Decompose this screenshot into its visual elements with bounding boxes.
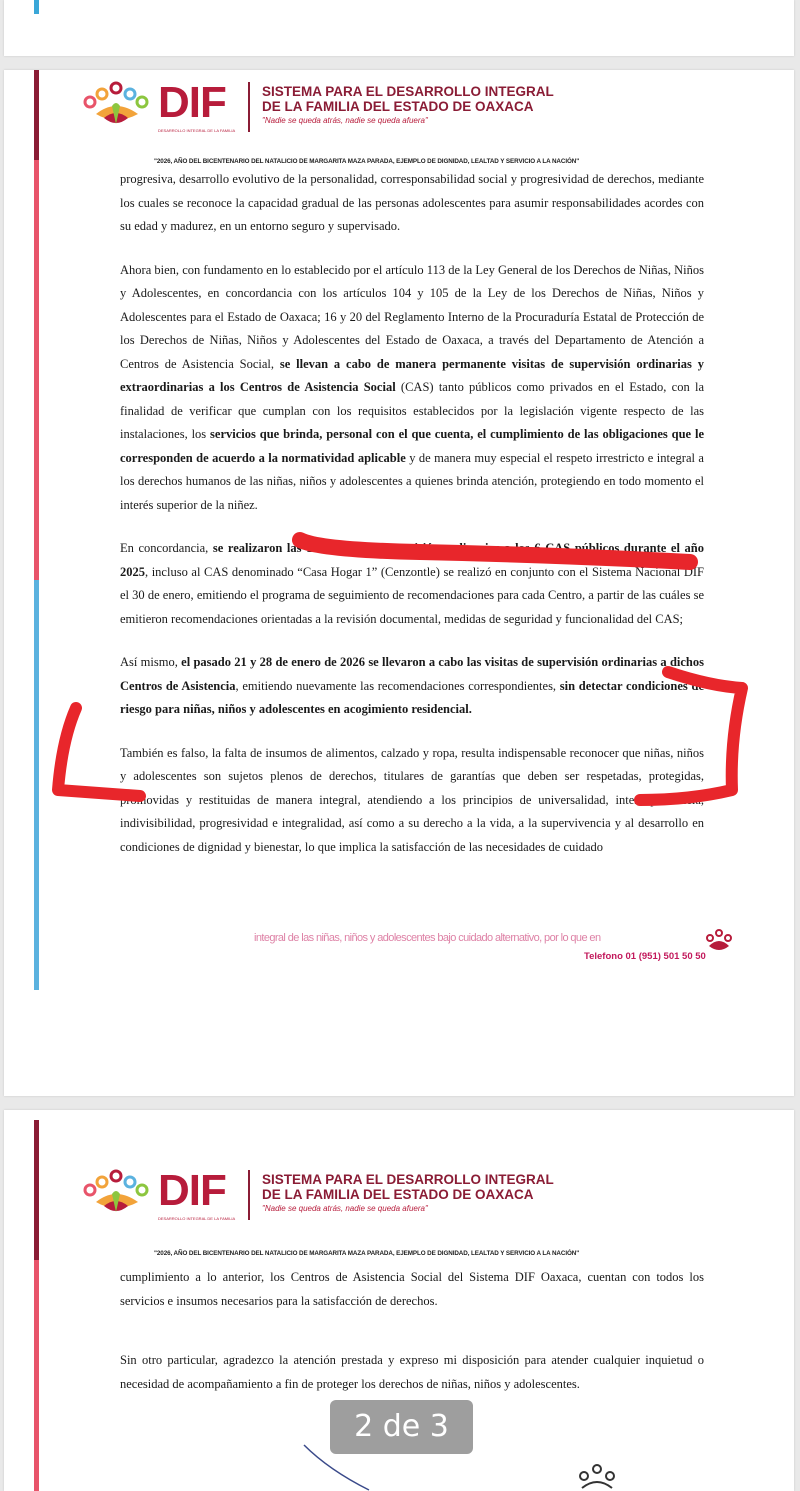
footer-phone: Telefono 01 (951) 501 50 50 [584,951,706,962]
paragraph: progresiva, desarrollo evolutivo de la personalidad, corresponsabilidad social y progresividad de derechos, mediante los cuales se reconoce la capacidad gradual de las personas adolescentes para asumir responsabilidades acordes con su edad y madurez, en un entorno seguro y supervisado. [120,172,704,233]
side-stripe [34,0,39,14]
dif-logo-subtext: DESARROLLO INTEGRAL DE LA FAMILIA [158,1216,236,1221]
letterhead [82,78,602,138]
document-page-1 [4,70,794,1096]
side-stripe-pink [34,160,39,580]
org-name-line1: SISTEMA PARA EL DESARROLLO INTEGRAL [262,84,554,99]
header-divider [248,1170,250,1220]
org-name [262,84,554,114]
dif-flower-logo-icon [82,80,154,132]
side-stripe-maroon [34,70,39,160]
dif-logo-text: DIF [158,1166,226,1215]
dif-logo-text: DIF [158,78,226,127]
paragraph: En concordancia, se realizaron las 12 visitas de supervisión ordinarias a los 6 CAS públicos durante el año 2025, incluso al CAS denominado “Casa Hogar 1” (Cenzontle) se realizó en conjunto con el Sistema Nacional DIF el 30 de enero, emitiendo el programa de seguimiento de recomendaciones para cada Centro, a partir de las cuáles se emitieron recomendaciones orientadas a la revisión documental, medidas de seguridad y funcionalidad del CAS; [120,541,705,626]
year-motto: "2026, AÑO DEL BICENTENARIO DEL NATALICIO DE MARGARITA MAZA PARADA, EJEMPLO DE DIGNIDAD, LEALTAD Y SERVICIO A LA NACIÓN" [154,1250,580,1257]
org-name-line2: DE LA FAMILIA DEL ESTADO DE OAXACA [262,1187,534,1202]
paragraph: Sin otro particular, agradezco la atención prestada y expreso mi disposición para atender cualquier inquietud o necesidad de acompañamiento a fin de proteger los derechos de niñas, niños y adolescentes. [120,1353,704,1391]
org-slogan: "Nadie se queda atrás, nadie se queda afuera" [262,1204,428,1213]
year-motto: "2026, AÑO DEL BICENTENARIO DEL NATALICIO DE MARGARITA MAZA PARADA, EJEMPLO DE DIGNIDAD, LEALTAD Y SERVICIO A LA NACIÓN" [154,158,580,165]
page-indicator: 2 de 3 [330,1400,473,1454]
body-text-page-1 [120,168,704,859]
footer-flower-icon [574,1462,620,1491]
side-stripe-pink [34,1260,39,1491]
org-name-line1: SISTEMA PARA EL DESARROLLO INTEGRAL [262,1172,554,1187]
paragraph: Ahora bien, con fundamento en lo establecido por el artículo 113 de la Ley General de los Derechos de Niñas, Niños y Adolescentes, en concordancia con los artículos 104 y 105 de la Ley de los Derechos de Niñas, Niños y Adolescentes para el Estado de Oaxaca; 16 y 20 del Reglamento Interno de la Procuraduría Estatal de Protección de los Derechos de Niñas, Niños y Adolescentes del Estado de Oaxaca, a través del Departamento de Atención a Centros de Asistencia Social, se llevan a cabo de manera permanente visitas de supervisión ordinarias y extraordinarias a los Centros de Asistencia Social (CAS) tanto públicos como privados en el Estado, con la finalidad de verificar que cumplan con los requisitos establecidos por la legislación vigente respecto de las instalaciones, los servicios que brinda, personal con el que cuenta, el cumplimiento de las obligaciones que le corresponden de acuerdo a la normatividad aplicable y de manera muy especial el respeto irrestricto e integral a los derechos humanos de las niñas, niños y adolescentes a quienes brinda atención, protegiendo en todo momento el interés superior de la niñez. [120,262,704,512]
body-text-page-2 [120,1266,704,1396]
paragraph: También es falso, la falta de insumos de alimentos, calzado y ropa, resulta indispensable reconocer que niñas, niños y adolescentes son sujetos plenos de derechos, titulares de garantías que deben ser respetadas, protegidas, promovidas y restituidas de manera integral, atendiendo a los principios de universalidad, interdependencia, indivisibilidad, progresividad e integralidad, así como a su derecho a la vida, a la supervivencia y al desarrollo en condiciones de dignidad y bienestar, lo que implica la satisfacción de las necesidades de cuidado [120,745,704,854]
dif-flower-logo-icon [82,1168,154,1220]
org-slogan: "Nadie se queda atrás, nadie se queda afuera" [262,116,428,125]
paragraph: Así mismo, el pasado 21 y 28 de enero de 2026 se llevaron a cabo las visitas de supervisión ordinarias a dichos Centros de Asistencia, emitiendo nuevamente las recomendaciones correspondientes, sin detectar condiciones de riesgo para niñas, niños y adolescentes en acogimiento residencial. [120,655,705,716]
letterhead [82,1166,602,1226]
side-stripe-blue [34,580,39,990]
overlapping-text: integral de las niñas, niños y adolescentes bajo cuidado alternativo, por lo que en [254,932,601,944]
org-name-line2: DE LA FAMILIA DEL ESTADO DE OAXACA [262,99,534,114]
dif-logo-subtext: DESARROLLO INTEGRAL DE LA FAMILIA [158,128,236,133]
paragraph: cumplimiento a lo anterior, los Centros de Asistencia Social del Sistema DIF Oaxaca, cuentan con todos los servicios e insumos necesarios para la satisfacción de derechos. [120,1270,704,1308]
previous-page [4,0,794,56]
side-stripe-maroon [34,1120,39,1260]
org-name [262,1172,554,1202]
header-divider [248,82,250,132]
footer-flower-icon [704,928,734,954]
